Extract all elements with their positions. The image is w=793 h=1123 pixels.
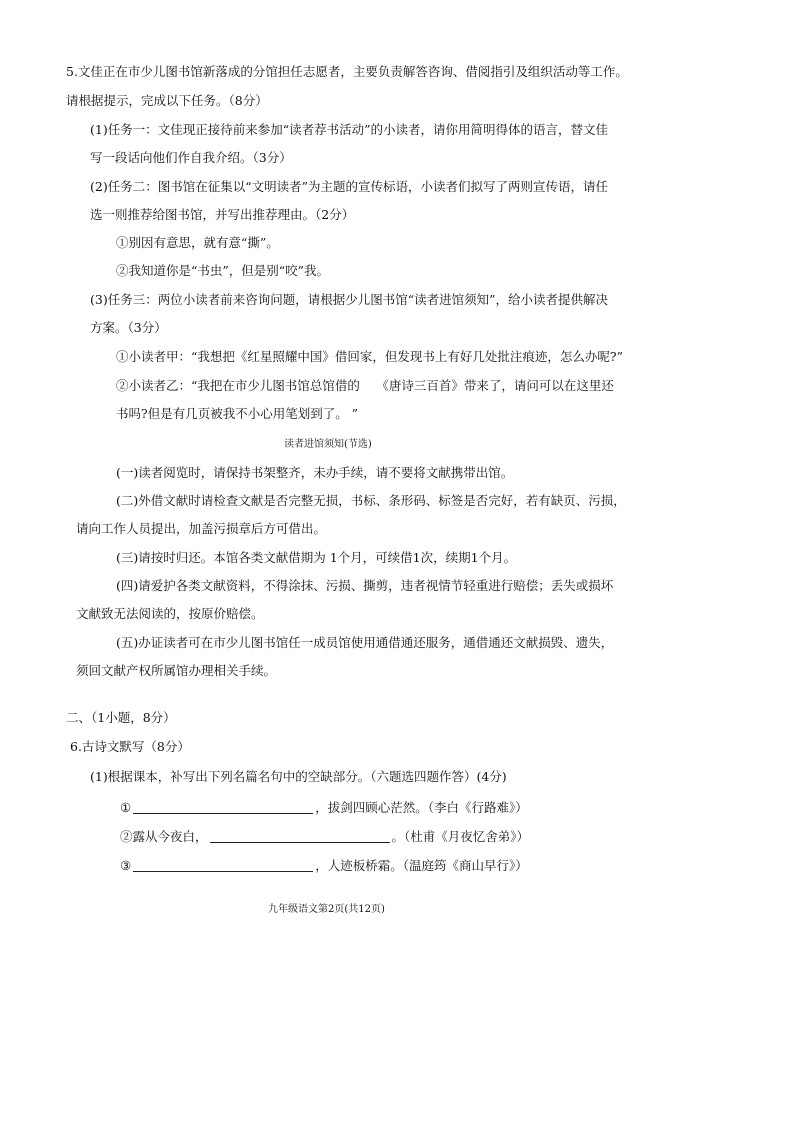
task2-line1: (2)任务二：图书馆在征集以“文明读者”为主题的宣传标语，小读者们拟写了两则宣传语，请任 [90,179,608,194]
poem-item-3 [120,859,528,873]
rule-3: (三)请按时归还。本馆各类文献借期为 1个月，可续借1次，续期1个月。 [116,550,517,565]
rule-2-line1: (二)外借文献时请检查文献是否完整无损，书标、条形码、标签是否完好，若有缺页、污损， [116,493,626,508]
q5-intro-line1: 5.文佳正在市少儿图书馆新落成的分馆担任志愿者，主要负责解答咨询、借阅指引及组织活动等工作。 [66,64,628,79]
q5-intro-line2: 请根据提示，完成以下任务。（8分） [66,93,268,108]
reader-a: ①小读者甲：“我想把《红星照耀中国》借回家，但发现书上有好几处批注痕迹，怎么办呢?” [116,349,623,364]
task2-line2: 选一则推荐给图书馆，并写出推荐理由。（2分） [90,207,355,222]
item2-text: 。（杜甫《月夜忆舍弟》） [391,829,530,844]
slogan-2: ②我知道你是“书虫”，但是别“咬”我。 [116,263,330,278]
task1-line2: 写一段话向他们作自我介绍。（3分） [90,150,292,165]
rule-5-line2: 须回文献产权所属馆办理相关手续。 [76,663,277,678]
task3-line1: (3)任务三：两位小读者前来咨询问题，请根据少儿图书馆“读者进馆须知”，给小读者提供解决 [90,292,608,307]
notice-title: 读者进馆须知(节选) [284,439,372,450]
rule-1: (一)读者阅览时，请保持书架整齐，未办手续，请不要将文献携带出馆。 [116,465,514,480]
task3-line2: 方案。（3分） [90,320,167,335]
reader-b-line2: 书吗?但是有几页被我不小心用笔划到了。 ” [116,406,359,421]
poem-item-1 [120,801,528,815]
poem-item-2 [120,830,529,844]
section2-heading: 二、（1小题，8分） [66,710,176,725]
page-footer: 九年级语文第2页(共12页) [268,904,385,915]
task1-line1: (1)任务一：文佳现正接待前来参加“读者荐书活动”的小读者，请你用简明得体的语言，替文佳 [90,122,608,137]
rule-4-line1: (四)请爱护各类文献资料，不得涂抹、污损、撕剪，违者视情节轻重进行赔偿；丢失或损坏 [116,578,614,593]
fill-blank-1[interactable] [133,801,313,814]
q6-sub1: (1)根据课本，补写出下列名篇名句中的空缺部分。（六题选四题作答）(4分) [90,769,507,784]
item3-num: ③ [120,858,132,873]
rule-2-line2: 请向工作人员提出，加盖污损章后方可借出。 [76,521,327,536]
rule-5-line1: (五)办证读者可在市少儿图书馆任一成员馆使用通借通还服务，通借通还文献损毁、遗失， [116,635,614,650]
item1-text: ，拔剑四顾心茫然。（李白《行路难》） [315,800,528,815]
q6-title: 6.古诗文默写（8分） [70,739,190,754]
slogan-1: ①别因有意思，就有意“撕”。 [116,235,279,250]
fill-blank-2[interactable] [210,830,390,843]
item3-text: ，人迹板桥霜。（温庭筠《商山早行》） [315,858,528,873]
rule-4-line2: 文献致无法阅读的，按原价赔偿。 [76,606,264,621]
fill-blank-3[interactable] [133,859,313,872]
item2-pre: ②露从今夜白， [120,829,208,844]
reader-b-line1: ②小读者乙：“我把在市少儿图书馆总馆借的 《唐诗三百首》带来了，请问可以在这里还 [116,378,614,393]
item1-num: ① [120,800,132,815]
